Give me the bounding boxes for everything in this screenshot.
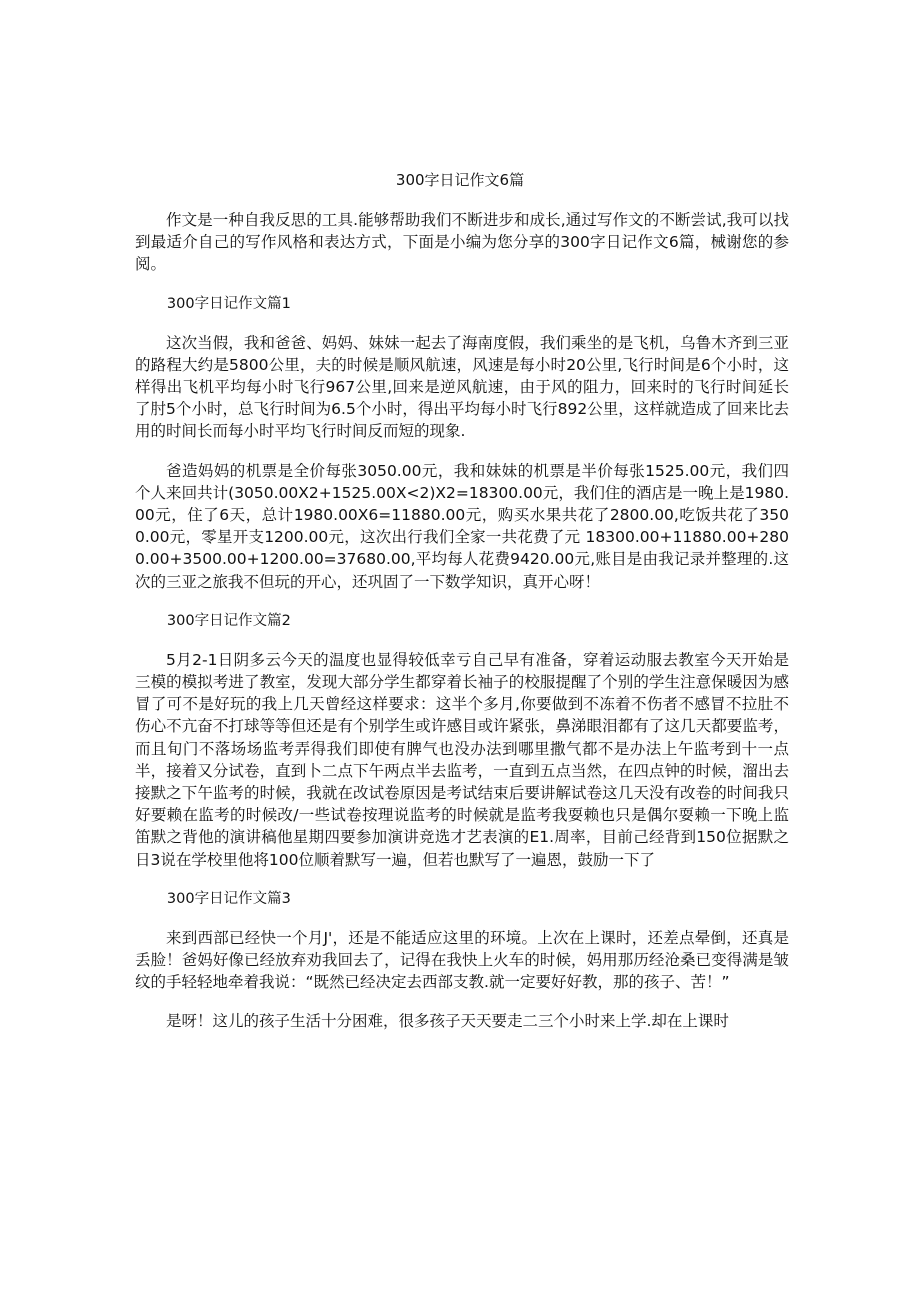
section-2-paragraph-1: 5月2-1日阴多云今天的温度也显得较低幸亏自己早有准备，穿着运动服去教室今天开始是三模的模拟考进了教室，发现大部分学生都穿着长袖子的校服提醒了个别的学生注意保暖因为感冒了可不是好玩的我上几天曾经这样要求：这半个多月,你要做到不冻着不伤者不感冒不拉肚不伤心不亢奋不打球等等但还是有个别学生或许感目或许紧张，鼻涕眼泪都有了这几天都要监考，而且旬门不落场场监考弄得我们即使有脾气也没办法到哪里撒气都不是办法上午监考到十一点半，接着又分试卷，直到卜二点下午两点半去监考，一直到五点当然，在四点钟的时候，溜出去接默之下午监考的时候，我就在改试卷原因是考试结束后要讲解试卷这几天没有改卷的时间我只好要赖在监考的时候改/一些试卷按理说监考的时候就是监考我耍赖也只是偶尔耍赖一下晚上监笛默之背他的演讲稿他星期四要参加演讲竞选才艺表演的E1.周率，目前己经背到150位据默之日3说在学校里他将100位顺着默写一遍，但若也默写了一遍恩，鼓励一下了 bbox=[135, 650, 789, 869]
intro-paragraph: 作文是一种自我反思的工具.能够帮助我们不断进步和成长,通过写作文的不断尝试,我可以找到最适介自己的写作风格和表达方式，下面是小编为您分享的300字日记作文6篇，械谢您的参阅。 bbox=[135, 211, 789, 274]
section-heading-1: 300字日记作文篇1 bbox=[166, 295, 291, 312]
section-1-paragraph-1: 这次当假，我和爸爸、妈妈、妹妹一起去了海南度假，我们乘坐的是飞机，乌鲁木齐到三亚的路程大约是5800公里，夫的时候是顺风航速，风速是每小时20公里,飞行时间是6个小时，这样得出飞机平均每小时飞行967公里,回来是逆风航速，由于风的阻力，回来时的飞行时间延长了肘5个小时，总飞行时间为6.5个小时，得出平均每小时飞行892公里，这样就造成了回来比去用的时间长而每小时平均飞行时间反而短的现象. bbox=[135, 333, 789, 441]
section-heading-2: 300字日记作文篇2 bbox=[166, 612, 291, 629]
section-3-paragraph-2: 是呀！这儿的孩子生活十分困难，很多孩子天天要走二三个小时来上学.却在上课时 bbox=[166, 1012, 729, 1031]
section-heading-3: 300字日记作文篇3 bbox=[166, 890, 291, 907]
document-body bbox=[135, 209, 789, 1050]
document-title: 300字日记作文6篇 bbox=[395, 171, 525, 189]
section-3-paragraph-1: 来到西部已经快一个月J'，还是不能适应这里的环境。上次在上课时，还差点晕倒，还真是丢脸！爸妈好像已经放弃劝我回去了，记得在我快上火车的时候，妈用那历经沧桑已变得满是皱纹的手轻轻地牵着我说：“既然已经决定去西部支教.就一定要好好教，那的孩子、苦！” bbox=[135, 928, 789, 992]
section-1-paragraph-2: 爸造妈妈的机票是全价每张3050.00元，我和妹妹的机票是半价每张1525.00元，我们四个人来回共计(3050.00X2+1525.00X<2)X2=18300.00元，我们住的酒店是一晚上是1980.00元，住了6天，总计1980.00X6=11880.00元，购买水果共花了2800.00,吃饭共花了3500.00元，零星开支1200.00元，这次出行我们全家一共花费了元 18300.00+11880.00+2800.00+3500.00+1200.00=37680.00,平均每人花费9420.00元,账目是由我记录并整理的.这次的三亚之旅我不但玩的开心，还巩固了一下数学知识，真开心呀！ bbox=[135, 461, 789, 591]
